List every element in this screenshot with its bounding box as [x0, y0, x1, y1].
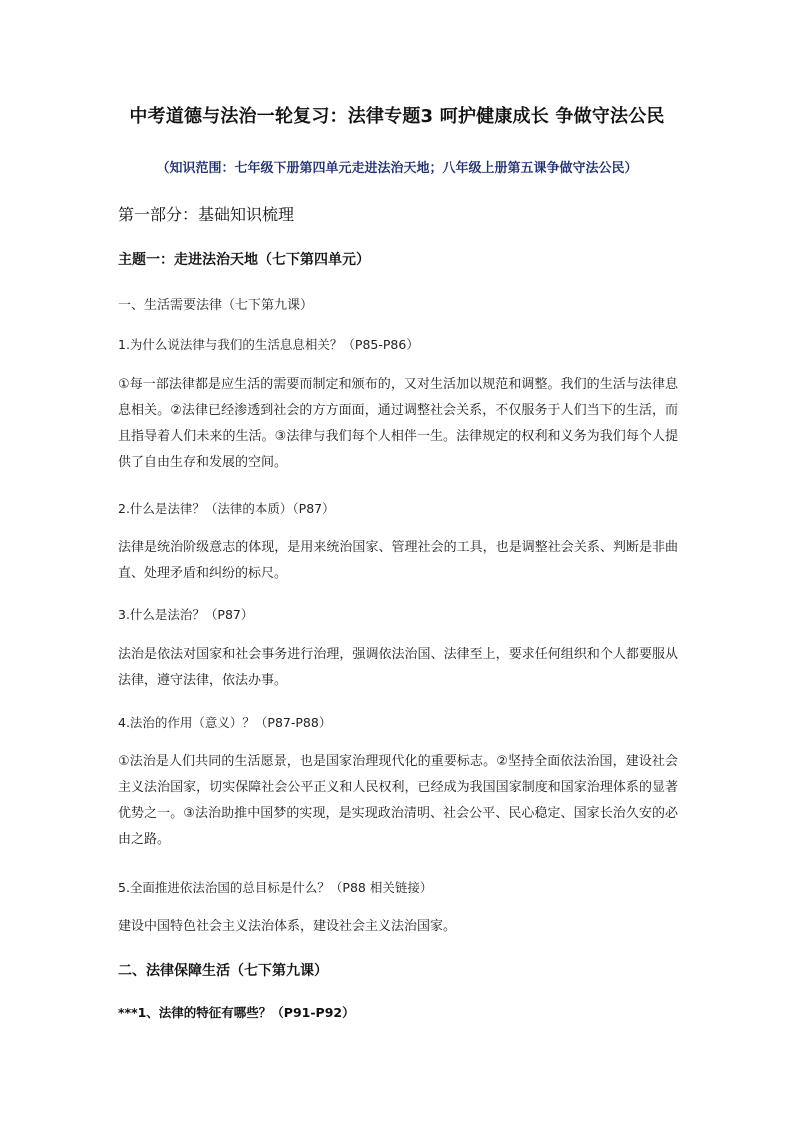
question-5: 5.全面推进依法治国的总目标是什么？（P88 相关链接）: [118, 880, 433, 895]
answer-2: 法律是统治阶级意志的体现，是用来统治国家、管理社会的工具，也是调整社会关系、判断是非曲直、处理矛盾和纠纷的标尺。: [118, 540, 678, 581]
question-4: 4.法治的作用（意义）？（P87-P88）: [118, 715, 332, 730]
section2-heading: 二、法律保障生活（七下第九课）: [118, 963, 328, 979]
question-3: 3.什么是法治？（P87）: [118, 607, 254, 622]
answer-1: ①每一部法律都是应生活的需要而制定和颁布的，又对生活加以规范和调整。我们的生活与法律息息相关。②法律已经渗透到社会的方方面面，通过调整社会关系，不仅服务于人们当下的生活，而且指导着人们未来的生活。③法律与我们每个人相伴一生。法律规定的权利和义务为我们每个人提供了自由生存和发展的空间。: [118, 377, 678, 470]
section1-heading: 一、生活需要法律（七下第九课）: [118, 298, 314, 313]
theme-heading: 主题一：走进法治天地（七下第四单元）: [118, 252, 370, 268]
answer-3: 法治是依法对国家和社会事务进行治理，强调依法治国、法律至上，要求任何组织和个人都要服从法律，遵守法律，依法办事。: [118, 647, 678, 688]
part-heading: 第一部分：基础知识梳理: [118, 205, 295, 224]
answer-4: ①法治是人们共同的生活愿景，也是国家治理现代化的重要标志。②坚持全面依法治国，建设社会主义法治国家，切实保障社会公平正义和人民权利，已经成为我国国家制度和国家治理体系的显著优势之一。③法治助推中国梦的实现，是实现政治清明、社会公平、民心稳定、国家长治久安的必由之路。: [118, 754, 678, 847]
knowledge-scope: （知识范围：七年级下册第四单元走进法治天地；八年级上册第五课争做守法公民）: [156, 161, 638, 176]
question-2: 2.什么是法律？（法律的本质）（P87）: [118, 501, 335, 516]
answer-5: 建设中国特色社会主义法治体系，建设社会主义法治国家。: [118, 919, 457, 934]
question-1: 1.为什么说法律与我们的生活息息相关？（P85-P86）: [118, 337, 419, 352]
document-title: 中考道德与法治一轮复习：法律专题3 呵护健康成长 争做守法公民: [129, 106, 665, 127]
section2-question-1: ***1、法律的特征有哪些？（P91-P92）: [118, 1005, 355, 1020]
